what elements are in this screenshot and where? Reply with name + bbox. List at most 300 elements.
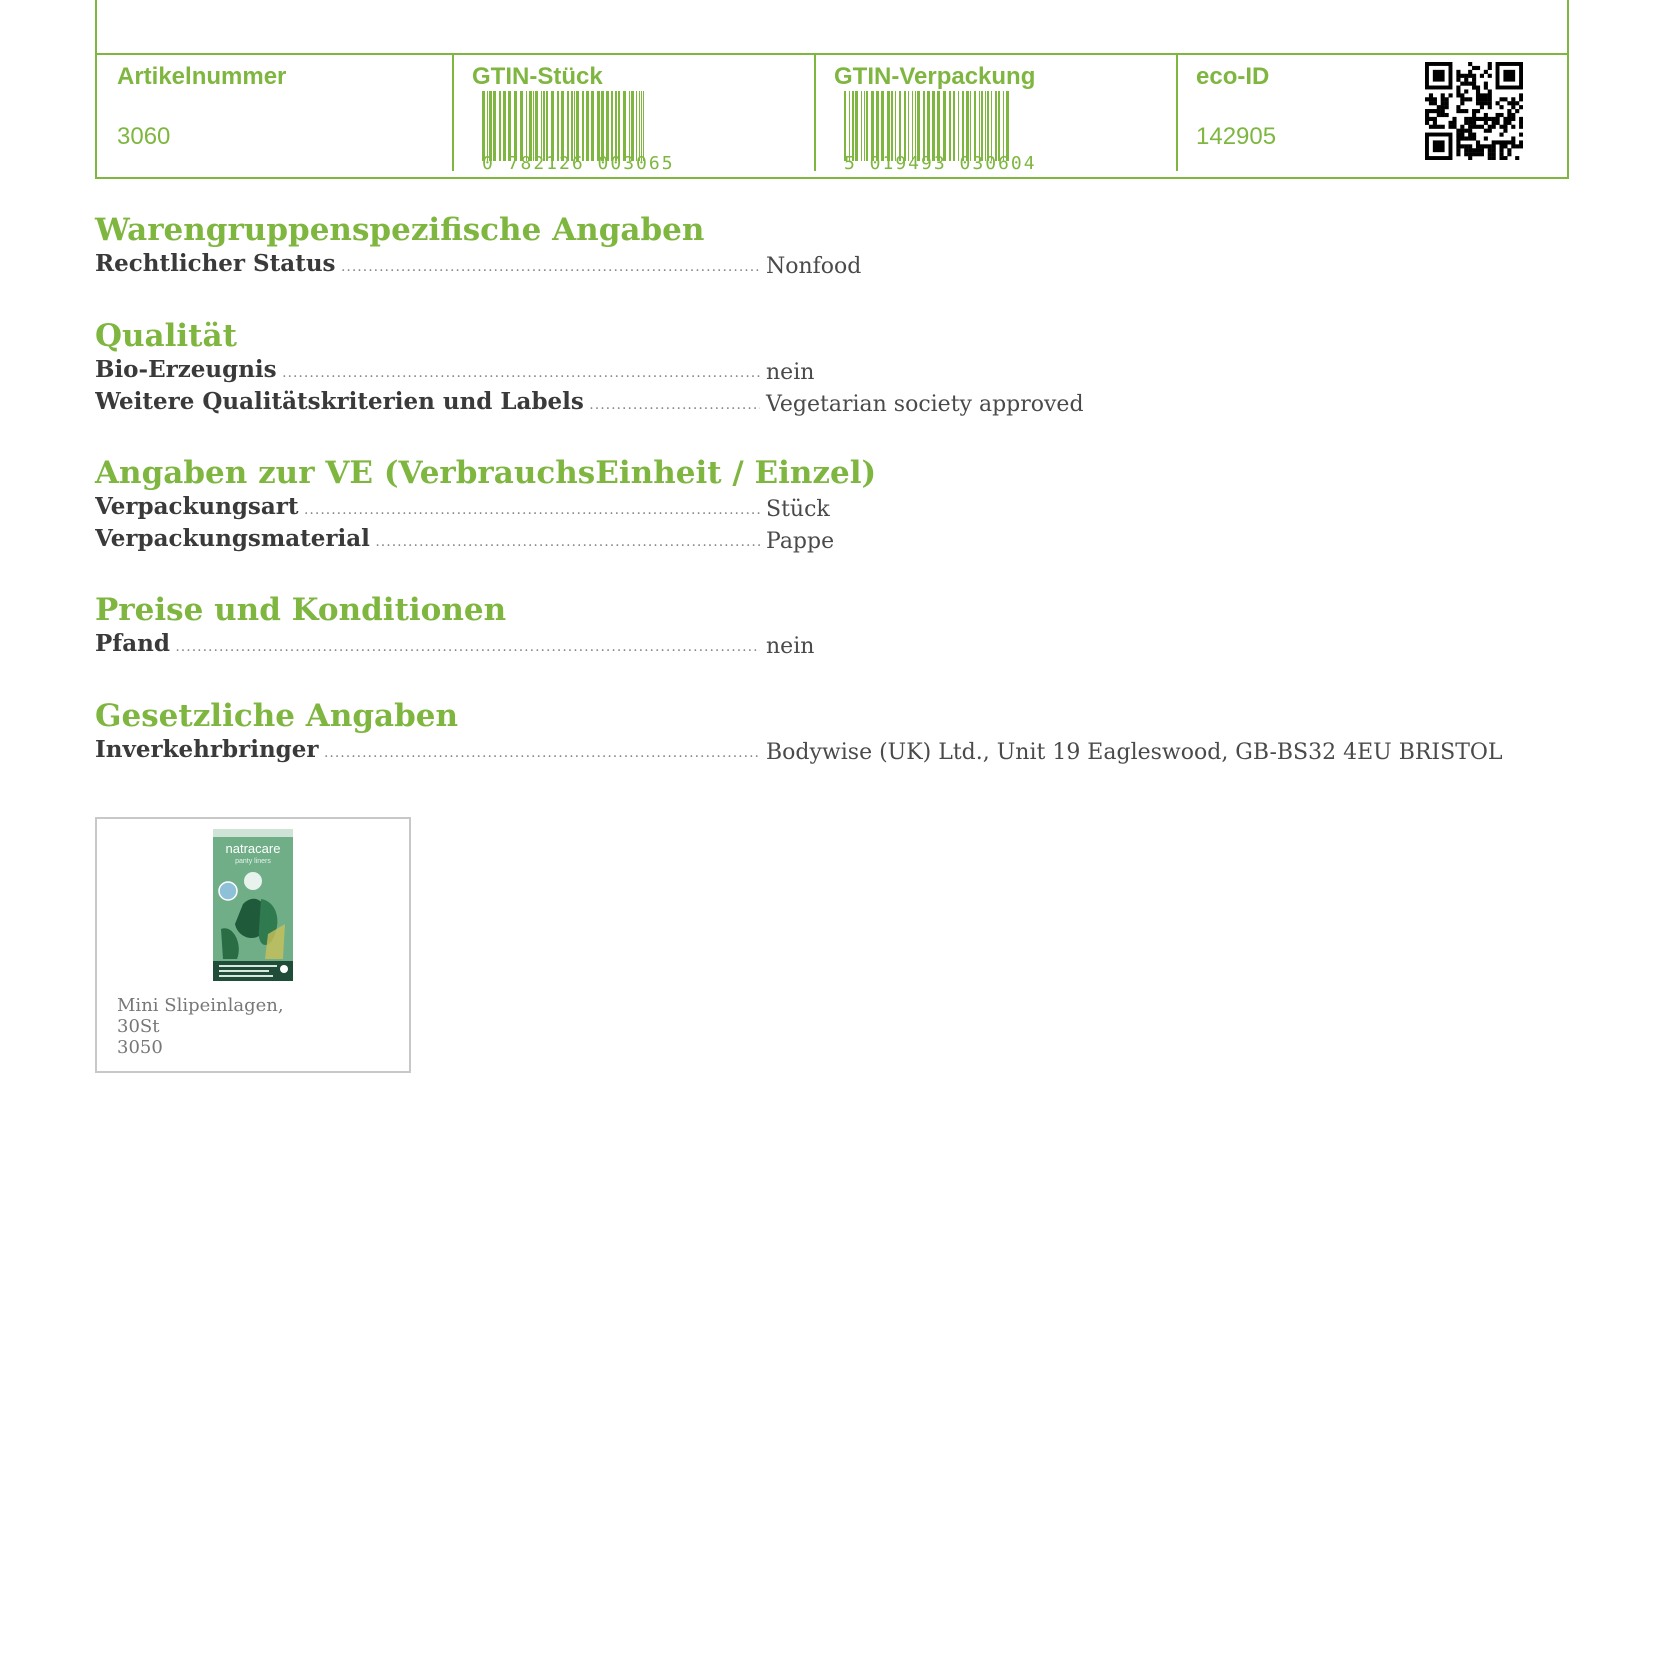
qr-module	[1492, 140, 1496, 144]
qr-module	[1429, 117, 1433, 121]
qr-module	[1519, 133, 1523, 137]
qr-module	[1468, 97, 1472, 101]
qr-module	[1507, 148, 1511, 152]
qr-module	[1476, 152, 1480, 156]
qr-module	[1496, 101, 1500, 105]
qr-module	[1472, 78, 1476, 82]
qr-module	[1425, 97, 1429, 101]
qr-module	[1499, 125, 1503, 129]
gtin-stueck-number: 0 782126 003065	[482, 153, 675, 174]
qr-module	[1488, 93, 1492, 97]
qr-module	[1488, 62, 1492, 66]
qr-module	[1460, 93, 1464, 97]
qr-module	[1456, 78, 1460, 82]
qr-module	[1511, 117, 1515, 121]
qr-module	[1456, 86, 1460, 90]
related-product-name-1: Mini Slipeinlagen,	[117, 995, 284, 1016]
qr-module	[1472, 74, 1476, 78]
qr-module	[1503, 140, 1507, 144]
qr-module	[1511, 97, 1515, 101]
qr-module	[1464, 109, 1468, 113]
qr-module	[1519, 93, 1523, 97]
section-title: Angaben zur VE (VerbrauchsEinheit / Einzel)	[95, 455, 877, 491]
qr-module	[1472, 109, 1476, 113]
qr-module	[1460, 136, 1464, 140]
qr-module	[1476, 109, 1480, 113]
attribute-row	[95, 248, 1555, 280]
barcode-bar	[567, 91, 569, 161]
attribute-value: Pappe	[766, 529, 835, 554]
barcode-bar	[623, 91, 626, 161]
qr-module	[1480, 105, 1484, 109]
barcode-bar	[895, 91, 896, 161]
qr-module	[1507, 140, 1511, 144]
qr-module	[1456, 148, 1460, 152]
qr-module	[1476, 140, 1480, 144]
qr-module	[1445, 113, 1449, 117]
barcode-bar	[639, 91, 640, 161]
barcode-bar	[597, 91, 600, 161]
barcode-bar	[576, 91, 579, 161]
barcode-bar	[582, 91, 584, 161]
barcode-bar	[915, 91, 916, 161]
barcode-bar	[932, 91, 935, 161]
barcode-bar	[1003, 91, 1004, 161]
product-subtitle-text: panty liners	[235, 858, 271, 865]
qr-module	[1472, 136, 1476, 140]
qr-module	[1511, 136, 1515, 140]
barcode-bar	[482, 91, 485, 161]
qr-module	[1488, 66, 1492, 70]
barcode-bar	[844, 91, 846, 161]
barcode-bar	[493, 91, 496, 161]
qr-module	[1456, 140, 1460, 144]
qr-module	[1484, 86, 1488, 90]
attribute-row	[95, 628, 1555, 660]
attribute-row	[95, 734, 1555, 766]
qr-module	[1425, 113, 1429, 117]
qr-module	[1476, 97, 1480, 101]
barcode-bar	[974, 91, 976, 161]
qr-module	[1468, 156, 1472, 160]
section-title: Preise und Konditionen	[95, 592, 507, 628]
qr-module	[1488, 101, 1492, 105]
barcode-bar	[615, 91, 617, 161]
barcode-bar	[881, 91, 884, 161]
qr-module	[1499, 144, 1503, 148]
qr-module	[1507, 101, 1511, 105]
qr-module	[1511, 101, 1515, 105]
qr-module	[1480, 117, 1484, 121]
qr-module	[1484, 93, 1488, 97]
related-product-caption	[117, 995, 357, 1058]
gtin-stueck-cell	[452, 55, 816, 174]
qr-module	[1464, 89, 1468, 93]
qr-module	[1511, 105, 1515, 109]
qr-module	[1492, 117, 1496, 121]
qr-module	[1449, 125, 1453, 129]
qr-module	[1452, 121, 1456, 125]
qr-module	[1429, 97, 1433, 101]
barcode-bar	[912, 91, 913, 161]
qr-module	[1476, 93, 1480, 97]
qr-module	[1460, 74, 1464, 78]
qr-module	[1503, 144, 1507, 148]
qr-module	[1519, 105, 1523, 109]
product-brand-text: natracare	[225, 841, 281, 856]
attribute-value: Nonfood	[766, 254, 862, 279]
attribute-value: Stück	[766, 497, 830, 522]
qr-finder	[1503, 70, 1515, 82]
qr-module	[1507, 113, 1511, 117]
qr-module	[1488, 152, 1492, 156]
artikelnummer-label: Artikelnummer	[117, 63, 287, 90]
qr-module	[1511, 113, 1515, 117]
qr-module	[1464, 144, 1468, 148]
barcode-bar	[526, 91, 527, 161]
qr-module	[1511, 144, 1515, 148]
qr-module	[1484, 101, 1488, 105]
qr-module	[1507, 117, 1511, 121]
barcode-bar	[953, 91, 955, 161]
qr-module	[1433, 121, 1437, 125]
qr-module	[1445, 101, 1449, 105]
barcode-bar	[586, 91, 589, 161]
qr-module	[1456, 129, 1460, 133]
qr-module	[1425, 109, 1429, 113]
qr-module	[1437, 113, 1441, 117]
qr-module	[1468, 74, 1472, 78]
qr-module	[1464, 121, 1468, 125]
barcode-icon	[844, 91, 1014, 161]
attribute-key: Pfand .....	[95, 628, 760, 663]
related-product-number: 3050	[117, 1037, 163, 1058]
qr-module	[1492, 121, 1496, 125]
qr-module	[1488, 129, 1492, 133]
qr-module	[1480, 93, 1484, 97]
barcode-bar	[499, 91, 501, 161]
qr-module	[1472, 66, 1476, 70]
qr-module	[1476, 117, 1480, 121]
qr-module	[1507, 152, 1511, 156]
qr-module	[1472, 125, 1476, 129]
barcode-bar	[629, 91, 630, 161]
qr-module	[1488, 74, 1492, 78]
qr-module	[1437, 109, 1441, 113]
gtin-verpackung-number: 5 019493 030604	[844, 153, 1037, 174]
qr-module	[1476, 66, 1480, 70]
barcode-bar	[557, 91, 559, 161]
qr-module	[1476, 89, 1480, 93]
qr-module	[1460, 101, 1464, 105]
barcode-bar	[641, 91, 642, 161]
qr-module	[1468, 82, 1472, 86]
qr-module	[1472, 117, 1476, 121]
qr-module	[1441, 93, 1445, 97]
barcode-bar	[923, 91, 925, 161]
gtin-stueck-label: GTIN-Stück	[472, 63, 603, 90]
qr-module	[1468, 62, 1472, 66]
barcode-bar	[962, 91, 964, 161]
barcode-bar	[949, 91, 951, 161]
qr-module	[1449, 93, 1453, 97]
barcode-bar	[591, 91, 594, 161]
qr-module	[1488, 125, 1492, 129]
qr-module	[1433, 109, 1437, 113]
qr-module	[1492, 125, 1496, 129]
qr-module	[1460, 129, 1464, 133]
section-qualitaet	[95, 318, 1555, 418]
barcode-bar	[849, 91, 850, 161]
qr-module	[1449, 121, 1453, 125]
qr-module	[1476, 144, 1480, 148]
section-title: Qualität	[95, 318, 237, 354]
barcode-bar	[958, 91, 959, 161]
qr-module	[1460, 144, 1464, 148]
qr-module	[1441, 109, 1445, 113]
qr-module	[1425, 117, 1429, 121]
product-image	[213, 829, 293, 981]
barcode-bar	[571, 91, 573, 161]
barcode-bar	[611, 91, 613, 161]
qr-module	[1499, 140, 1503, 144]
qr-module	[1476, 148, 1480, 152]
qr-module	[1456, 133, 1460, 137]
barcode-bar	[514, 91, 517, 161]
qr-module	[1503, 97, 1507, 101]
attribute-key: Verpackungsart .....	[95, 491, 760, 526]
qr-module	[1452, 125, 1456, 129]
qr-module	[1456, 109, 1460, 113]
qr-module	[1496, 121, 1500, 125]
qr-module	[1484, 121, 1488, 125]
section-preise	[95, 592, 1555, 660]
qr-module	[1464, 78, 1468, 82]
barcode-bar	[966, 91, 969, 161]
qr-module	[1480, 125, 1484, 129]
qr-module	[1480, 101, 1484, 105]
barcode-bar	[618, 91, 620, 161]
attribute-value: Bodywise (UK) Ltd., Unit 19 Eagleswood, GB-BS32 4EU BRISTOL	[766, 740, 1503, 765]
barcode-bar	[904, 91, 906, 161]
barcode-bar	[985, 91, 986, 161]
qr-module	[1480, 74, 1484, 78]
barcode-bar	[487, 91, 488, 161]
qr-module	[1441, 101, 1445, 105]
qr-module	[1503, 156, 1507, 160]
section-title: Gesetzliche Angaben	[95, 698, 459, 734]
barcode-bar	[520, 91, 523, 161]
barcode-bar	[866, 91, 868, 161]
attribute-key: Rechtlicher Status .....	[95, 248, 760, 283]
qr-module	[1515, 101, 1519, 105]
qr-module	[1437, 105, 1441, 109]
qr-module	[1499, 113, 1503, 117]
attribute-value: Vegetarian society approved	[766, 392, 1084, 417]
qr-module	[1441, 125, 1445, 129]
qr-module	[1429, 109, 1433, 113]
qr-code-icon	[1425, 62, 1523, 160]
qr-module	[1499, 148, 1503, 152]
qr-module	[1468, 133, 1472, 137]
barcode-bar	[561, 91, 564, 161]
qr-module	[1425, 121, 1429, 125]
qr-finder	[1433, 140, 1445, 152]
qr-module	[1468, 148, 1472, 152]
qr-module	[1445, 105, 1449, 109]
barcode-bar	[891, 91, 893, 161]
barcode-bar	[991, 91, 992, 161]
barcode-bar	[855, 91, 858, 161]
qr-module	[1464, 136, 1468, 140]
gtin-verpackung-label: GTIN-Verpackung	[834, 63, 1036, 90]
qr-module	[1456, 136, 1460, 140]
barcode-bar	[987, 91, 989, 161]
barcode-bar	[1006, 91, 1009, 161]
qr-module	[1464, 129, 1468, 133]
qr-module	[1456, 93, 1460, 97]
qr-module	[1472, 148, 1476, 152]
attribute-key: Inverkehrbringer .....	[95, 734, 760, 769]
qr-module	[1488, 117, 1492, 121]
section-ve	[95, 455, 1555, 555]
qr-module	[1496, 117, 1500, 121]
barcode-bar	[981, 91, 983, 161]
qr-module	[1507, 121, 1511, 125]
qr-module	[1519, 97, 1523, 101]
qr-finder	[1433, 70, 1445, 82]
qr-module	[1429, 125, 1433, 129]
barcode-bar	[943, 91, 946, 161]
qr-module	[1433, 97, 1437, 101]
qr-module	[1456, 89, 1460, 93]
qr-module	[1468, 152, 1472, 156]
barcode-bar	[887, 91, 890, 161]
attribute-key: Weitere Qualitätskriterien und Labels .....	[95, 386, 760, 421]
qr-module	[1437, 125, 1441, 129]
related-product-card[interactable]	[95, 817, 411, 1073]
qr-module	[1429, 101, 1433, 105]
qr-module	[1480, 152, 1484, 156]
qr-module	[1503, 129, 1507, 133]
qr-module	[1464, 97, 1468, 101]
barcode-bar	[541, 91, 542, 161]
qr-module	[1484, 70, 1488, 74]
qr-module	[1456, 144, 1460, 148]
qr-module	[1492, 144, 1496, 148]
barcode-bar	[970, 91, 971, 161]
barcode-bar	[908, 91, 909, 161]
qr-module	[1499, 133, 1503, 137]
barcode-bar	[508, 91, 511, 161]
qr-module	[1456, 70, 1460, 74]
qr-module	[1484, 144, 1488, 148]
barcode-bar	[927, 91, 930, 161]
qr-module	[1464, 148, 1468, 152]
barcode-bar	[643, 91, 644, 161]
qr-module	[1511, 125, 1515, 129]
qr-module	[1441, 97, 1445, 101]
qr-module	[1484, 113, 1488, 117]
qr-module	[1456, 152, 1460, 156]
qr-module	[1519, 117, 1523, 121]
qr-module	[1488, 156, 1492, 160]
attribute-key: Bio-Erzeugnis .....	[95, 354, 760, 389]
barcode-bar	[636, 91, 637, 161]
product-id-table	[95, 0, 1569, 179]
qr-module	[1503, 125, 1507, 129]
barcode-bar	[861, 91, 862, 161]
qr-module	[1460, 97, 1464, 101]
eco-id-label: eco-ID	[1196, 63, 1270, 90]
qr-module	[1499, 97, 1503, 101]
barcode-icon	[482, 91, 652, 161]
qr-module	[1488, 144, 1492, 148]
section-title: Warengruppenspezifische Angaben	[95, 212, 705, 248]
section-gesetzlich	[95, 698, 1555, 766]
barcode-bar	[551, 91, 554, 161]
qr-module	[1445, 97, 1449, 101]
barcode-bar	[601, 91, 604, 161]
barcode-bar	[503, 91, 506, 161]
qr-module	[1472, 133, 1476, 137]
qr-module	[1492, 148, 1496, 152]
barcode-bar	[979, 91, 980, 161]
qr-module	[1460, 82, 1464, 86]
barcode-bar	[529, 91, 532, 161]
qr-module	[1519, 140, 1523, 144]
barcode-bar	[574, 91, 575, 161]
qr-module	[1476, 86, 1480, 90]
qr-module	[1499, 105, 1503, 109]
qr-module	[1429, 93, 1433, 97]
qr-module	[1468, 125, 1472, 129]
qr-module	[1519, 125, 1523, 129]
barcode-bar	[899, 91, 901, 161]
qr-module	[1515, 144, 1519, 148]
barcode-bar	[543, 91, 545, 161]
related-product-name-2: 30St	[117, 1016, 160, 1037]
barcode-bar	[606, 91, 609, 161]
qr-module	[1484, 117, 1488, 121]
artikelnummer-cell	[97, 55, 454, 171]
qr-module	[1515, 156, 1519, 160]
barcode-bar	[937, 91, 940, 161]
attribute-row	[95, 354, 1555, 386]
qr-module	[1456, 105, 1460, 109]
barcode-bar	[864, 91, 865, 161]
qr-module	[1433, 117, 1437, 121]
qr-module	[1519, 121, 1523, 125]
barcode-bar	[546, 91, 548, 161]
qr-module	[1464, 152, 1468, 156]
qr-module	[1488, 89, 1492, 93]
barcode-bar	[631, 91, 634, 161]
qr-module	[1484, 136, 1488, 140]
qr-module	[1468, 136, 1472, 140]
qr-module	[1468, 121, 1472, 125]
qr-module	[1468, 129, 1472, 133]
qr-module	[1441, 113, 1445, 117]
qr-module	[1488, 105, 1492, 109]
barcode-bar	[535, 91, 538, 161]
barcode-bar	[489, 91, 492, 161]
qr-module	[1441, 105, 1445, 109]
qr-module	[1503, 117, 1507, 121]
qr-module	[1476, 101, 1480, 105]
barcode-bar	[995, 91, 997, 161]
attribute-row	[95, 386, 1555, 418]
